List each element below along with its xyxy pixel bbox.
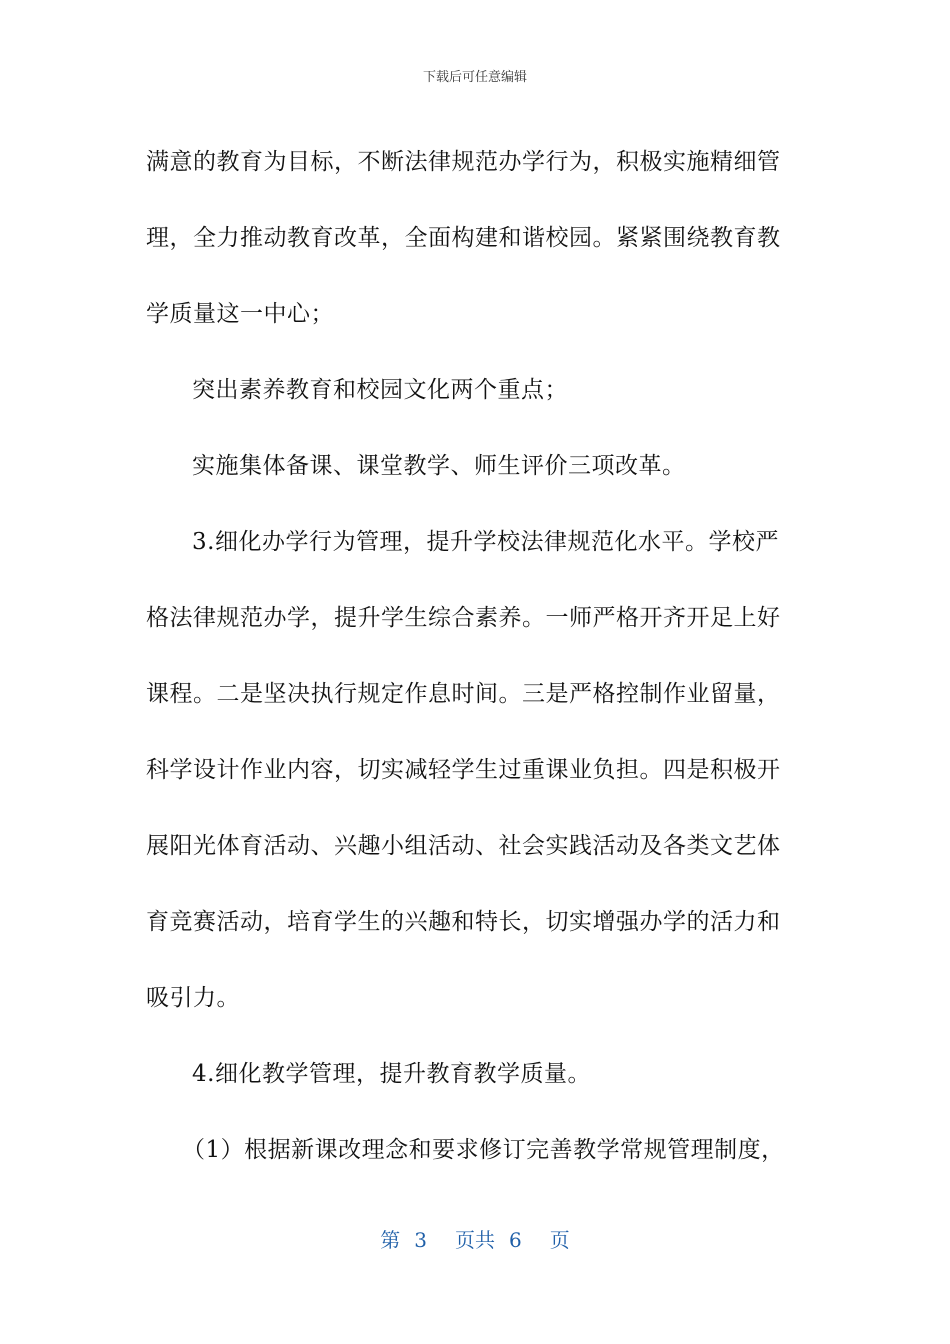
footer-prefix: 第 (380, 1228, 401, 1252)
text-line: （1）根据新课改理念和要求修订完善教学常规管理制度， (182, 1137, 785, 1163)
text-line: 展阳光体育活动、兴趣小组活动、社会实践活动及各类文艺体 (146, 833, 781, 859)
footer-middle: 页共 (455, 1228, 495, 1252)
footer-suffix: 页 (549, 1228, 570, 1252)
text-line: 格法律规范办学，提升学生综合素养。一师严格开齐开足上好 (146, 605, 781, 631)
text-line: 课程。二是坚决执行规定作息时间。三是严格控制作业留量， (146, 681, 781, 707)
text-line: 满意的教育为目标，不断法律规范办学行为，积极实施精细管 (146, 149, 781, 175)
page-footer (0, 1224, 950, 1253)
text-line: 吸引力。 (146, 985, 240, 1011)
text-line: 实施集体备课、课堂教学、师生评价三项改革。 (192, 453, 686, 479)
text-line: 3.细化办学行为管理，提升学校法律规范化水平。学校严 (192, 529, 779, 555)
text-line: 学质量这一中心； (146, 301, 334, 327)
text-line: 突出素养教育和校园文化两个重点； (192, 377, 568, 403)
text-line: 理，全力推动教育改革，全面构建和谐校园。紧紧围绕教育教 (146, 225, 781, 251)
text-line: 育竞赛活动，培育学生的兴趣和特长，切实增强办学的活力和 (146, 909, 781, 935)
text-line: 4.细化教学管理，提升教育教学质量。 (192, 1061, 591, 1087)
page-header: 下载后可任意编辑 (422, 70, 527, 85)
document-body (146, 124, 796, 1188)
current-page-number: 3 (414, 1228, 427, 1252)
total-pages-number: 6 (509, 1228, 522, 1252)
text-line: 科学设计作业内容，切实减轻学生过重课业负担。四是积极开 (146, 757, 781, 783)
